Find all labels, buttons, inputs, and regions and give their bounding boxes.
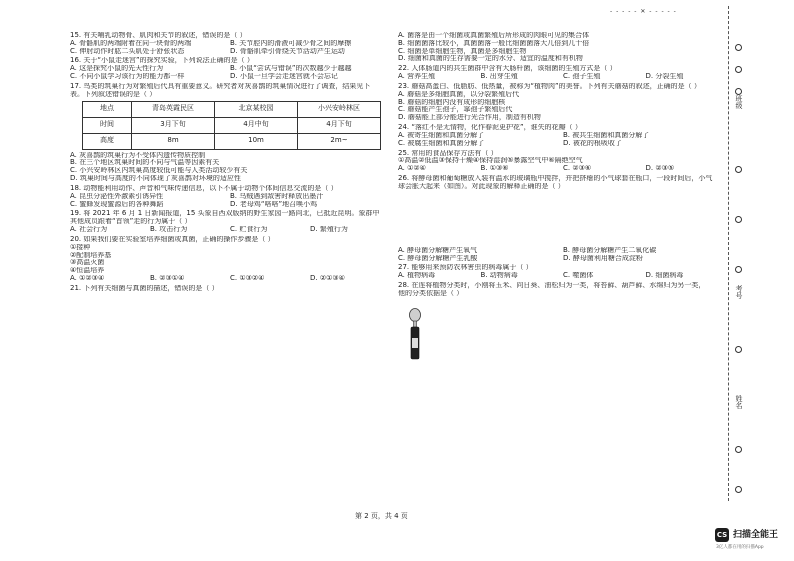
right-column [398, 32, 728, 298]
q23-option-d: D. 蘑菇能上部分能进行光合作用，制造有机物 [398, 114, 541, 122]
question-23: 23. 蘑菇高蛋白、低脂肪、低热量，被称为“植物肉”的美誉。下列有关蘑菇的叙述，正确的是（ ） [398, 82, 701, 90]
q22-option-c: C. 孢子生殖 [563, 73, 601, 81]
q21-option-c: C. 细菌是单细胞生物，真菌是多细胞生物 [398, 47, 527, 55]
question-26-cont: 球会胀大起来（如图）。对此现象的解释正确的是（ ） [398, 182, 565, 190]
q26-option-d: D. 酵母菌利用糖合成淀粉 [563, 254, 643, 262]
binding-hole-icon [735, 346, 742, 353]
question-18: 18. 动物能利用动作、声音和气味传递信息，以下不属于动物个体间信息交流的是（ ） [70, 184, 338, 192]
q19-option-b: B. 攻击行为 [150, 226, 188, 234]
q24-option-b: B. 被共生细菌和真菌分解了 [563, 131, 650, 139]
side-label-class: 班级 [735, 95, 743, 109]
q23-option-c: C. 蘑菇能产生孢子，靠孢子繁殖后代 [398, 106, 513, 114]
page-footer: 第 2 页，共 4 页 [355, 512, 408, 520]
binding-hole-icon [735, 266, 742, 273]
q20-step-1: ①接种 [70, 243, 91, 251]
question-19: 19. 将 2021 年 6 月 1 日新闻报道，15 头象自西双版纳的野生家园一路向北，已抵近昆明。象群中 [70, 210, 380, 218]
q20-option-a: A. ①②③④ [70, 275, 105, 283]
q15-option-a: A. 骨骼肌的两端附着在同一块骨的两端 [70, 39, 192, 47]
table-cell: 青岛英霞民区 [132, 101, 215, 117]
table-cell: 小兴安岭林区 [298, 101, 381, 117]
q18-options [70, 193, 390, 209]
q18-option-c: C. 蜜蜂发现蜜源后的各种舞蹈 [70, 200, 164, 208]
q19-option-a: A. 社会行为 [70, 226, 108, 234]
q17-option-b: B. 在三个地区筑巢时间的不同与气温等因素有关 [70, 159, 220, 167]
table-cell: 地点 [83, 101, 132, 117]
camscanner-title: 扫描全能王 [733, 530, 779, 540]
q27-options [398, 272, 728, 280]
binding-hole-icon [735, 66, 742, 73]
q25-option-d: D. ②③⑤ [645, 165, 675, 173]
binding-hole-icon [735, 44, 742, 51]
top-tear-mark: - - - - - ✕ - - - - - [610, 8, 677, 15]
table-cell: 3月下旬 [132, 117, 215, 133]
q25-option-a: A. ①②④ [398, 165, 426, 173]
q27-option-b: B. 动物病毒 [480, 272, 518, 280]
question-26: 26. 将酵母菌和葡萄糖放入装有温水的玻璃瓶中搅拌，并把挤瘪的小气球套在瓶口，一段时间后，小气 [398, 175, 713, 183]
q26-option-b: B. 酵母菌分解糖产生二氧化碳 [563, 246, 657, 254]
q20-option-c: C. ①③②④ [230, 275, 265, 283]
question-15: 15. 有关哺乳动物骨、肌肉和关节的叙述，错误的是（ ） [70, 32, 247, 39]
q25-option-c: C. ②③⑥ [563, 165, 592, 173]
table-cell: 2m~ [298, 133, 381, 149]
q24-option-a: A. 被寄生细菌和真菌分解了 [398, 131, 485, 139]
table-row [83, 133, 381, 149]
question-21: 21. 下列有关细菌与真菌的描述，错误的是（ ） [70, 284, 219, 292]
table-cell: 4月中旬 [215, 117, 298, 133]
q18-option-a: A. 昆虫分泌性外激素引诱异性 [70, 192, 164, 200]
q24-option-c: C. 被腐生细菌和真菌分解了 [398, 139, 485, 147]
q22-option-d: D. 分裂生殖 [645, 73, 684, 81]
q16-options [70, 65, 390, 81]
binding-hole-icon [735, 446, 742, 453]
camscanner-logo-icon: CS [715, 528, 729, 542]
question-17-cont: 表。下列叙述错误的是（ ） [70, 90, 157, 98]
q24-option-d: D. 被花的根吸收了 [563, 139, 622, 147]
q20-step-2: ②配制培养基 [70, 251, 112, 259]
q19-option-c: C. 贮食行为 [230, 226, 268, 234]
binding-hole-icon [735, 216, 742, 223]
q26-option-a: A. 酵母菌分解糖产生氧气 [398, 246, 478, 254]
side-label-name: 姓名 [735, 395, 743, 409]
q25-options [398, 165, 728, 173]
table-cell: 高度 [83, 133, 132, 149]
q21-option-a: A. 菌落是由一个细菌或真菌繁殖后所形成的肉眼可见的集合体 [398, 32, 590, 39]
q22-option-a: A. 营养生殖 [398, 73, 436, 81]
q20-option-b: B. ②③①④ [150, 275, 185, 283]
binding-hole-icon [735, 166, 742, 173]
q26-options [398, 247, 728, 263]
q17-option-d: D. 筑巢时间与高度的不同体现了灰喜鹊对环境的适应性 [70, 175, 241, 183]
table-row [83, 101, 381, 117]
question-28-cont: 他的分类依据是（ ） [398, 289, 464, 297]
question-24: 24. “落红不是无情物，化作春泥更护花”，谁失的花瓣（ ） [398, 124, 582, 132]
question-16: 16. 关于“小鼠走迷宫”的探究实验，下列说法正确的是（ ） [70, 57, 254, 65]
q16-option-b: B. 小鼠“尝试与错误”的次数越少于越越 [230, 65, 352, 73]
q21-option-b: B. 细菌菌落比较小，真菌菌落一般比细菌菌落大几倍到几十倍 [398, 39, 590, 47]
q18-option-b: B. 乌贼遇到敌害时释放出墨汁 [230, 192, 324, 200]
q15-option-d: D. 骨骼肌牵引骨绕关节活动产生运动 [230, 47, 345, 55]
q19-options [70, 226, 390, 234]
q23-option-a: A. 蘑菇是多细胞真菌，以分裂繁殖后代 [398, 90, 520, 98]
q27-option-c: C. 噬菌体 [563, 272, 594, 280]
binding-hole-icon [735, 88, 742, 95]
q27-option-a: A. 植物病毒 [398, 272, 436, 280]
q17-option-a: A. 灰喜鹊的筑巢行为不受体内遗传物质控制 [70, 151, 206, 159]
table-cell: 4月下旬 [298, 117, 381, 133]
q23-option-b: B. 蘑菇的细胞内没有成形的细胞核 [398, 98, 506, 106]
q16-option-a: A. 这是探究小鼠的先天性行为 [70, 65, 164, 73]
question-22: 22. 人体肠道内的共生菌群中含有大肠杆菌，该细菌的生殖方式是（ ） [398, 65, 617, 73]
table-cell: 8m [132, 133, 215, 149]
q24-options [398, 132, 728, 148]
question-27: 27. 能够用来预防农林害虫的病毒属于（ ） [398, 264, 533, 272]
q20-option-d: D. ②①③④ [310, 275, 345, 283]
q26-option-c: C. 酵母菌分解糖产生乳酸 [398, 254, 478, 262]
balloon-bottle-figure [409, 308, 421, 360]
question-19-cont: 其他成员跟着“首领”走的行为属于（ ） [70, 218, 192, 226]
table-cell: 北京某校园 [215, 101, 298, 117]
figure-spacer [398, 191, 728, 247]
q16-option-c: C. 不同小鼠学习该行为的能力都一样 [70, 73, 185, 81]
q20-step-3: ③高温灭菌 [70, 259, 105, 267]
q27-option-d: D. 细菌病毒 [645, 272, 684, 280]
q25-methods: ①高温②低温③保持干燥④保持湿润⑤暴露空气中⑥隔绝空气 [398, 157, 583, 165]
q15-option-c: C. 伸肘动作时肱二头肌处于舒张状态 [70, 47, 185, 55]
q15-options [70, 40, 390, 56]
camscanner-subtitle: 3亿人都在用的扫描App [716, 545, 764, 550]
question-25: 25. 常用的食品保存方法有（ ） [398, 149, 498, 157]
table-cell: 时间 [83, 117, 132, 133]
binding-holes [733, 6, 745, 506]
table-row [83, 117, 381, 133]
question-17: 17. 鸟类的筑巢行为对繁殖后代具有重要意义。研究者对灰喜鹊的筑巢情况进行了调查，结果见下 [70, 82, 371, 90]
q17-option-c: C. 小兴安岭林区内筑巢高度较低可能与人类活动较少有关 [70, 167, 248, 175]
q20-step-4: ④恒温培养 [70, 267, 105, 275]
q22-options [398, 73, 728, 81]
side-label-number: 考号 [735, 285, 743, 299]
q15-option-b: B. 关节腔内的滑液可减少骨之间的摩擦 [230, 39, 352, 47]
q18-option-d: D. 老母鸡“咯咯”地召唤小鸡 [230, 200, 318, 208]
binding-hole-icon [735, 486, 742, 493]
binding-dashed-line [728, 6, 729, 501]
question-20: 20. 如果我们要在实验室培养细菌或真菌，正确的操作步骤是（ ） [70, 235, 275, 243]
q20-options [70, 275, 390, 283]
question-28: 28. 在连将植物分类时，小刚将玉米、向日葵、油松归为一类，将苔藓、葫芦藓、水绵归为另一类， [398, 282, 706, 290]
q22-option-b: B. 出芽生殖 [480, 73, 518, 81]
left-column [70, 32, 390, 293]
q25-option-b: B. ①③⑥ [480, 165, 509, 173]
q21-option-d: D. 细菌和真菌的生存需要一定的水分、适宜的温度和有机物 [398, 55, 583, 63]
q19-option-d: D. 繁殖行为 [310, 226, 348, 234]
q16-option-d: D. 小鼠一旦学会走迷宫就不会忘记 [230, 73, 338, 81]
nest-table [82, 101, 381, 150]
table-cell: 10m [215, 133, 298, 149]
